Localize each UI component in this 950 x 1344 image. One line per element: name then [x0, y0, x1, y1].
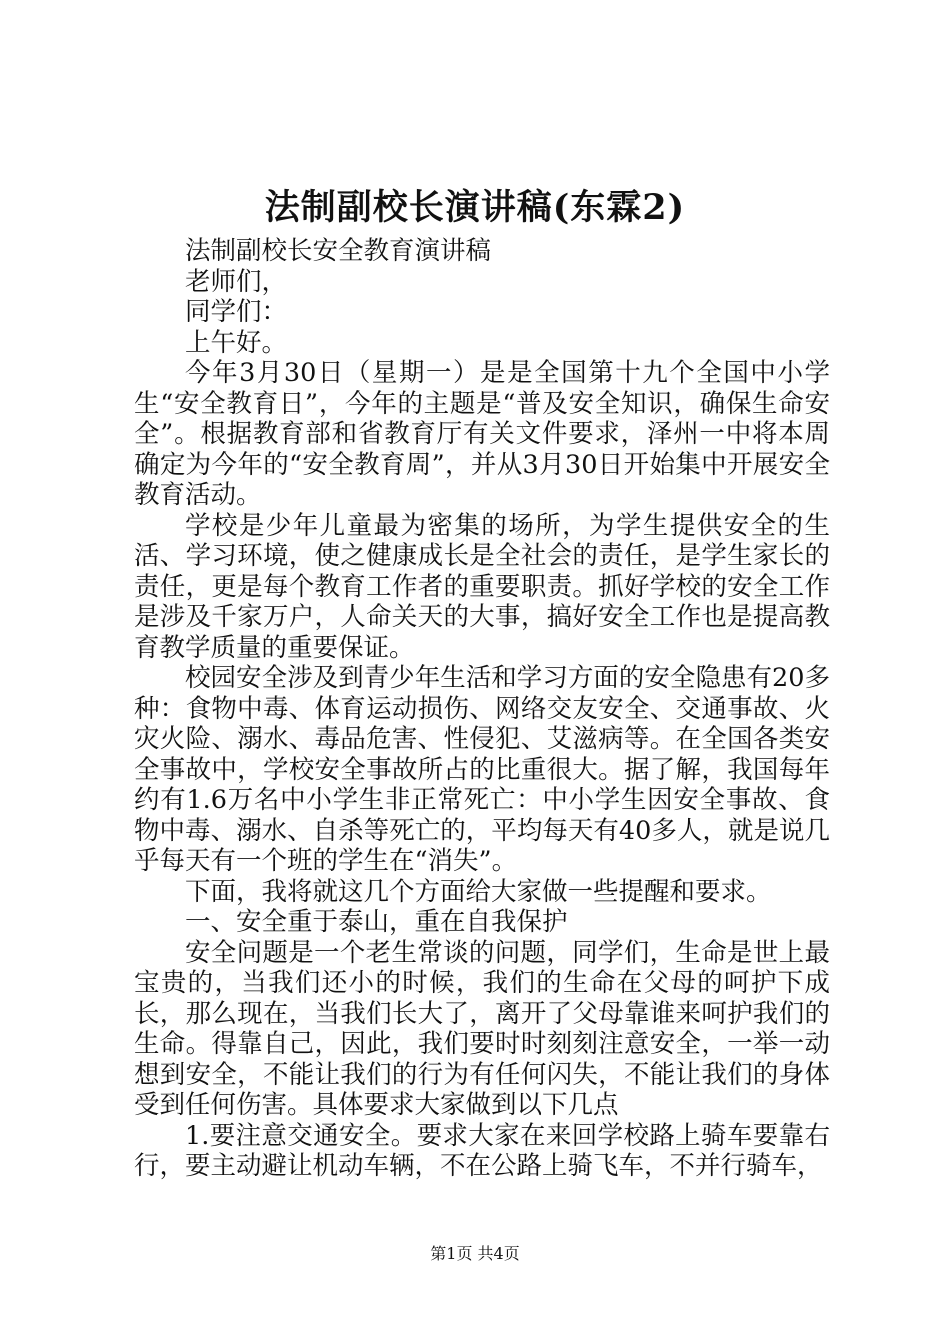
greeting-teachers: 老师们，: [185, 266, 288, 297]
page-footer: 第1页 共4页: [430, 1244, 520, 1263]
section-heading-1: 一、安全重于泰山，重在自我保护: [185, 907, 568, 937]
paragraph-school-responsibility: 学校是少年儿童最为密集的场所，为学生提供安全的生活、学习环境，使之健康成长是全社会的责任，是学生家长的责任，更是每个教育工作者的重要职责。抓好学校的安全工作是涉及千家万户，人命关天的大事，搞好安全工作也是提高教育教学质量的重要保证。: [134, 510, 830, 663]
greeting-morning: 上午好。: [185, 327, 288, 358]
paragraph-safety-day: 今年3月30日（星期一）是是全国第十九个全国中小学生“安全教育日”，今年的主题是“普及安全知识，确保生命安全”。根据教育部和省教育厅有关文件要求，泽州一中将本周确定为今年的“安全教育周”，并从3月30日开始集中开展安全教育活动。: [134, 358, 830, 510]
paragraph-campus-hazards: 校园安全涉及到青少年生活和学习方面的安全隐患有20多种：食物中毒、体育运动损伤、网络交友安全、交通事故、火灾火险、溺水、毒品危害、性侵犯、艾滋病等。在全国各类安全事故中，学校安全事故所占的比重很大。据了解，我国每年约有1.6万名中小学生非正常死亡：中小学生因安全事故、食物中毒、溺水、自杀等死亡的，平均每天有40多人，就是说几乎每天有一个班的学生在“消失”。: [134, 663, 830, 876]
document-title: 法制副校长演讲稿(东霖2): [264, 187, 686, 228]
subtitle-paragraph: 法制副校长安全教育演讲稿: [185, 236, 492, 266]
greeting-students: 同学们：: [185, 297, 288, 327]
document-body: [134, 236, 830, 1182]
paragraph-reminders-intro: 下面，我将就这几个方面给大家做一些提醒和要求。: [185, 876, 772, 907]
paragraph-self-protection: 安全问题是一个老生常谈的问题，同学们，生命是世上最宝贵的，当我们还小的时候，我们的生命在父母的呵护下成长，那么现在，当我们长大了，离开了父母靠谁来呵护我们的生命。得靠自己，因此，我们要时时刻刻注意安全，一举一动想到安全，不能让我们的行为有任何闪失，不能让我们的身体受到任何伤害。具体要求大家做到以下几点: [134, 937, 830, 1120]
paragraph-traffic-safety: 1.要注意交通安全。要求大家在来回学校路上骑车要靠右行，要主动避让机动车辆，不在公路上骑飞车，不并行骑车，: [134, 1120, 830, 1181]
